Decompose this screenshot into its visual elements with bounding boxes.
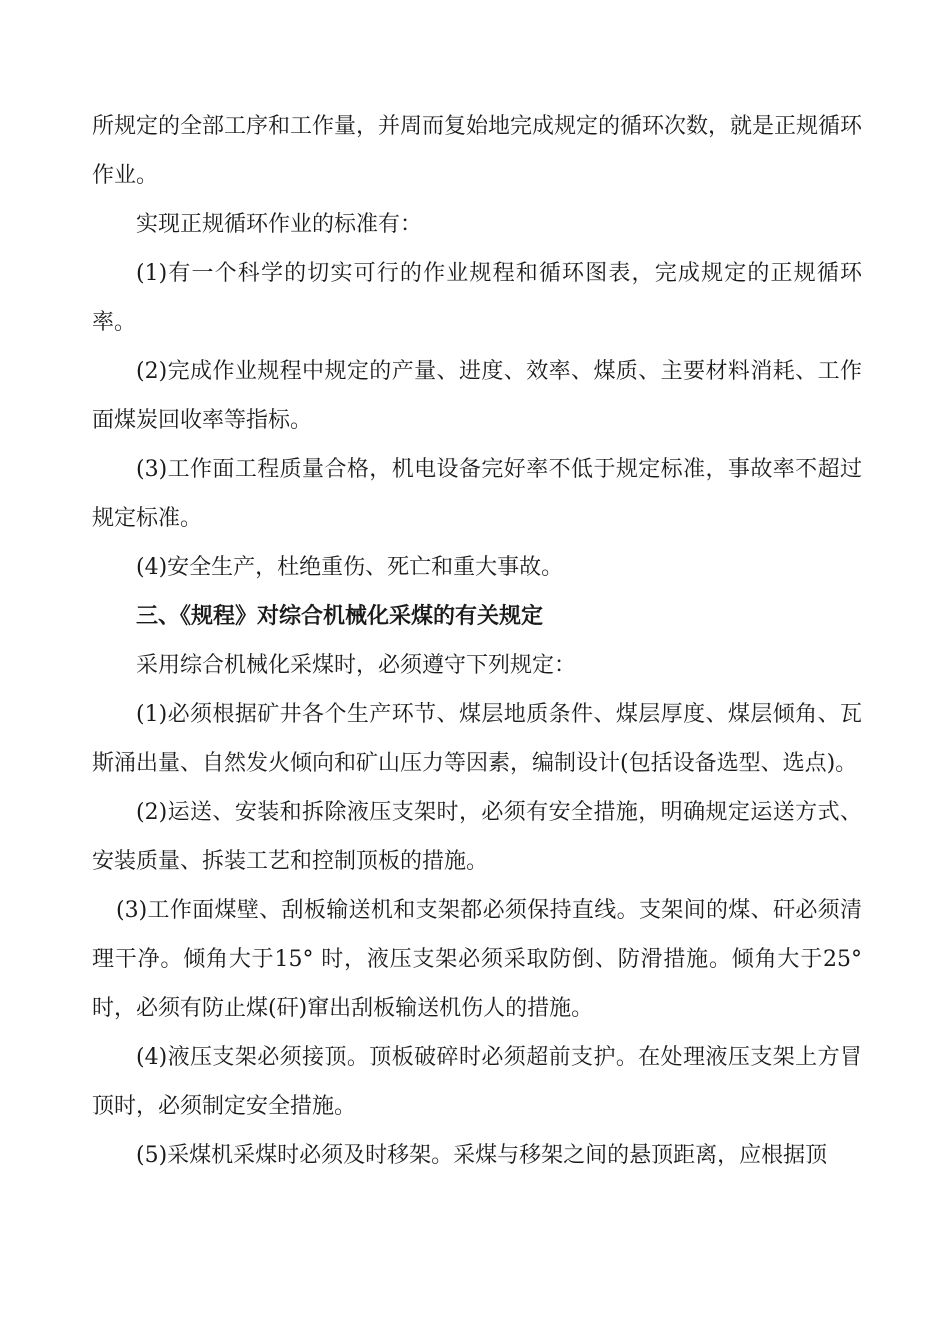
document-body — [92, 102, 862, 1180]
paragraph-standards-intro: 实现正规循环作业的标准有： — [136, 212, 423, 237]
paragraph-rules-intro: 采用综合机械化采煤时，必须遵守下列规定： — [136, 653, 577, 678]
paragraph-standard-1: (1)有一个科学的切实可行的作业规程和循环图表，完成规定的正规循环率。 — [92, 261, 862, 335]
paragraph-standard-2: (2)完成作业规程中规定的产量、进度、效率、煤质、主要材料消耗、工作面煤炭回收率等指标。 — [92, 359, 862, 433]
paragraph-standard-3: (3)工作面工程质量合格，机电设备完好率不低于规定标准，事故率不超过规定标准。 — [92, 457, 862, 531]
paragraph-rule-2: (2)运送、安装和拆除液压支架时，必须有安全措施，明确规定运送方式、安装质量、拆装工艺和控制顶板的措施。 — [92, 800, 862, 874]
paragraph-rule-1: (1)必须根据矿井各个生产环节、煤层地质条件、煤层厚度、煤层倾角、瓦斯涌出量、自然发火倾向和矿山压力等因素，编制设计(包括设备选型、选点)。 — [92, 702, 862, 776]
paragraph-rule-4: (4)液压支架必须接顶。顶板破碎时必须超前支护。在处理液压支架上方冒顶时，必须制定安全措施。 — [92, 1045, 862, 1119]
section-heading: 三、《规程》对综合机械化采煤的有关规定 — [136, 603, 544, 629]
paragraph-rule-3: (3)工作面煤壁、刮板输送机和支架都必须保持直线。支架间的煤、矸必须清理干净。倾角大于15° 时，液压支架必须采取防倒、防滑措施。倾角大于25° 时，必须有防止煤(矸)窜出刮板输送机伤人的措施。 — [92, 898, 862, 1021]
paragraph-continuation: 所规定的全部工序和工作量，并周而复始地完成规定的循环次数，就是正规循环作业。 — [92, 114, 863, 188]
paragraph-standard-4: (4)安全生产，杜绝重伤、死亡和重大事故。 — [136, 555, 564, 580]
paragraph-rule-5: (5)采煤机采煤时必须及时移架。采煤与移架之间的悬顶距离，应根据顶 — [136, 1143, 828, 1168]
